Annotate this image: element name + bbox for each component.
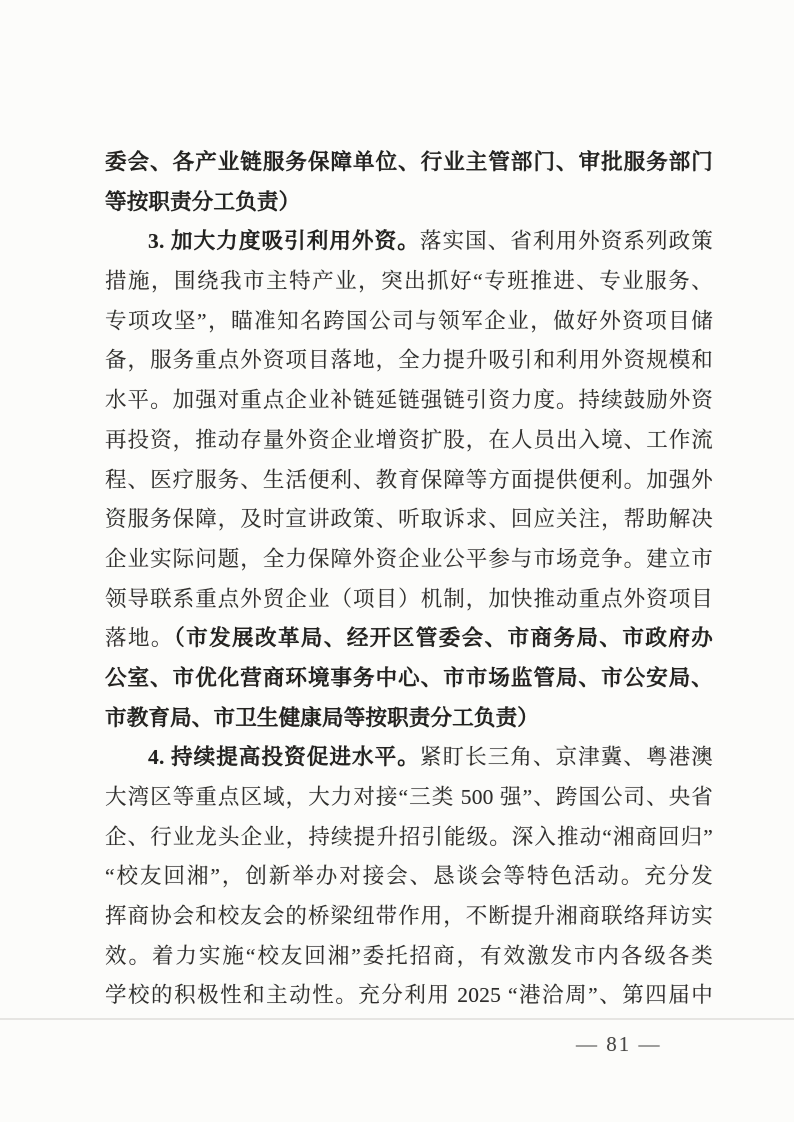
text-line [105,738,713,778]
text-segment: 效。着力实施“校友回湘”委托招商，有效激发市内各级各类 [105,943,713,968]
text-line [105,500,713,540]
text-line [105,580,713,620]
text-segment: 学校的积极性和主动性。充分利用 2025 “港洽周”、第四届中 [105,983,713,1008]
text-line [105,461,713,501]
text-line [105,302,713,342]
text-line [105,222,713,262]
text-segment: 领导联系重点外贸企业（项目）机制，加快推动重点外资项目 [105,586,713,611]
text-line [105,976,713,1016]
text-line [105,183,713,223]
text-segment: 4. 持续提高投资促进水平。 [148,745,420,770]
text-segment: “校友回湘”，创新举办对接会、恳谈会等特色活动。充分发 [105,864,713,889]
text-line [105,619,713,659]
text-segment: 水平。加强对重点企业补链延链强链引资力度。持续鼓励外资 [105,388,713,413]
text-segment: 企、行业龙头企业，持续提升招引能级。深入推动“湘商回归” [105,824,713,849]
text-segment: 资服务保障，及时宣讲政策、听取诉求、回应关注，帮助解决 [105,507,713,532]
document-body-text [105,143,713,1016]
text-segment: 落实国、省利用外资系列政策 [419,229,713,254]
text-line [105,659,713,699]
text-line [105,262,713,302]
text-segment: 委会、各产业链服务保障单位、行业主管部门、审批服务部门 [105,150,713,174]
text-line [105,897,713,937]
text-segment: 程、医疗服务、生活便利、教育保障等方面提供便利。加强外 [105,467,713,492]
text-segment: （市发展改革局、经开区管委会、市商务局、市政府办 [173,626,713,651]
page-number-label: — 81 — [576,1032,662,1056]
text-line [105,341,713,381]
text-segment: 3. 加大力度吸引利用外资。 [148,229,420,254]
text-segment: 措施，围绕我市主特产业，突出抓好“专班推进、专业服务、 [105,269,713,294]
text-segment: 备，服务重点外资项目落地，全力提升吸引和利用外资规模和 [105,348,713,373]
text-line [105,818,713,858]
text-line [105,381,713,421]
text-segment: 等按职责分工负责） [105,189,301,214]
text-line [105,937,713,977]
text-segment: 落地。 [105,626,174,651]
text-segment: 大湾区等重点区域，大力对接“三类 500 强”、跨国公司、央省 [105,785,713,809]
text-line [105,857,713,897]
text-line [105,421,713,461]
text-segment: 挥商协会和校友会的桥梁纽带作用，不断提升湘商联络拜访实 [105,904,713,929]
scan-artifact-line [0,1018,794,1020]
text-segment: 紧盯长三角、京津冀、粤港澳 [419,745,713,770]
text-segment: 市教育局、市卫生健康局等按职责分工负责） [105,705,540,730]
text-line [105,143,713,183]
text-line [105,778,713,818]
text-segment: 再投资，推动存量外资企业增资扩股，在人员出入境、工作流 [105,427,713,452]
text-line [105,540,713,580]
text-segment: 企业实际问题，全力保障外资企业公平参与市场竞争。建立市 [105,546,713,571]
text-segment: 专项攻坚”，瞄准知名跨国公司与领军企业，做好外资项目储 [105,308,713,333]
text-line [105,699,713,739]
text-segment: 公室、市优化营商环境事务中心、市市场监管局、市公安局、 [105,665,713,690]
